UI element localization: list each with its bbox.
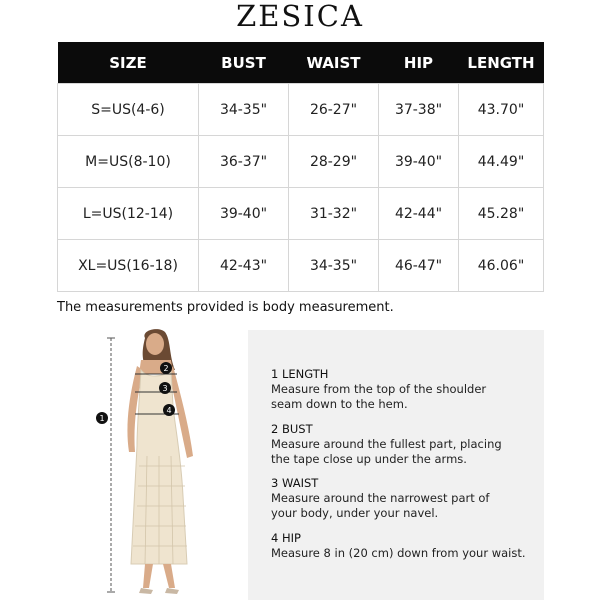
cell-hip: 42-44" — [379, 188, 459, 240]
cell-hip: 37-38" — [379, 84, 459, 136]
guide-step-hip — [271, 531, 526, 561]
marker-1 — [96, 412, 108, 424]
guide-step-text: your body, under your navel. — [271, 506, 439, 520]
cell-length: 44.49" — [459, 136, 544, 188]
table-row — [58, 136, 544, 188]
model-figure — [85, 326, 220, 600]
model-illustration — [85, 326, 220, 600]
measurement-note: The measurements provided is body measurement. — [57, 300, 394, 315]
guide-step-waist — [271, 476, 489, 521]
guide-step-bust — [271, 422, 502, 467]
header-size: SIZE — [58, 42, 199, 84]
cell-length: 45.28" — [459, 188, 544, 240]
guide-step-text: the tape close up under the arms. — [271, 452, 467, 466]
guide-step-length — [271, 367, 486, 412]
table-row — [58, 188, 544, 240]
measurement-guide-panel — [248, 330, 544, 600]
cell-bust: 34-35" — [199, 84, 289, 136]
guide-step-title: 3 WAIST — [271, 476, 319, 490]
guide-step-title: 4 HIP — [271, 531, 301, 545]
cell-bust: 36-37" — [199, 136, 289, 188]
cell-waist: 31-32" — [289, 188, 379, 240]
cell-size: L=US(12-14) — [58, 188, 199, 240]
guide-step-text: Measure around the fullest part, placing — [271, 437, 502, 451]
guide-step-text: seam down to the hem. — [271, 397, 408, 411]
header-waist: WAIST — [289, 42, 379, 84]
marker-4-label: 4 — [166, 406, 172, 415]
cell-size: M=US(8-10) — [58, 136, 199, 188]
head-shape — [146, 333, 164, 355]
size-chart-table — [57, 42, 544, 292]
table-header-row — [58, 42, 544, 84]
table-row — [58, 84, 544, 136]
marker-2-label: 2 — [163, 364, 169, 373]
guide-step-title: 1 LENGTH — [271, 367, 329, 381]
leg-right — [163, 564, 175, 588]
marker-3-label: 3 — [162, 384, 168, 393]
cell-length: 43.70" — [459, 84, 544, 136]
guide-step-text: Measure around the narrowest part of — [271, 491, 490, 505]
cell-waist: 26-27" — [289, 84, 379, 136]
header-hip: HIP — [379, 42, 459, 84]
cell-size: XL=US(16-18) — [58, 240, 199, 292]
guide-step-title: 2 BUST — [271, 422, 313, 436]
guide-step-text: Measure from the top of the shoulder — [271, 382, 487, 396]
table-row — [58, 240, 544, 292]
cell-length: 46.06" — [459, 240, 544, 292]
leg-left — [143, 564, 153, 588]
cell-hip: 46-47" — [379, 240, 459, 292]
shoe-left — [139, 588, 153, 594]
shoe-right — [165, 588, 179, 594]
marker-3 — [159, 382, 171, 394]
marker-4 — [163, 404, 175, 416]
cell-size: S=US(4-6) — [58, 84, 199, 136]
cell-bust: 42-43" — [199, 240, 289, 292]
guide-step-text: Measure 8 in (20 cm) down from your waist. — [271, 546, 526, 560]
marker-1-label: 1 — [99, 414, 105, 423]
cell-waist: 28-29" — [289, 136, 379, 188]
header-length: LENGTH — [459, 42, 544, 84]
brand-logo: ZESICA — [236, 0, 364, 33]
cell-hip: 39-40" — [379, 136, 459, 188]
header-bust: BUST — [199, 42, 289, 84]
cell-waist: 34-35" — [289, 240, 379, 292]
marker-2 — [160, 362, 172, 374]
cell-bust: 39-40" — [199, 188, 289, 240]
